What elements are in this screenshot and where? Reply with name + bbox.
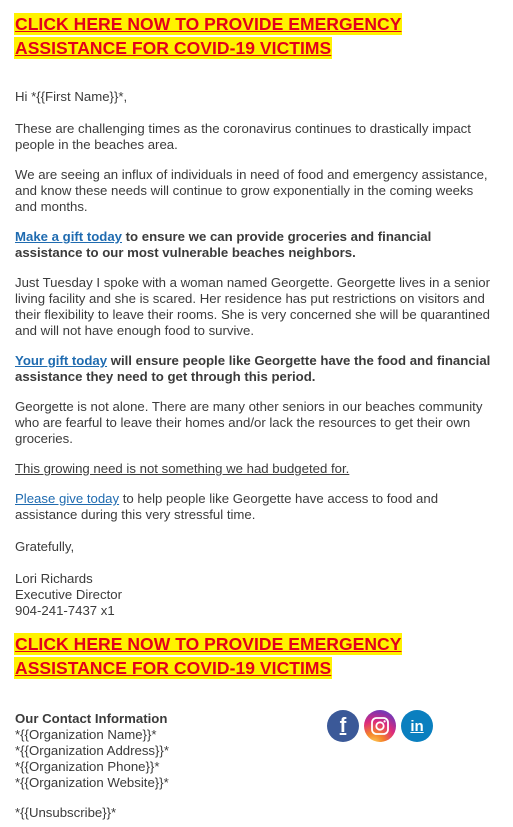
paragraph-8-text: to help people like Georgette have access to food and assistance during this very stressful time. <box>15 491 439 522</box>
org-address: *{{Organization Address}}* <box>15 743 169 758</box>
paragraph-6: Georgette is not alone. There are many other seniors in our beaches community who are fearful to leave their homes and/or lack the resources to get their own groceries. <box>15 399 483 446</box>
paragraph-5-text: will ensure people like Georgette have the food and financial assistance they need to get through this period. <box>15 353 491 384</box>
org-name: *{{Organization Name}}* <box>15 727 157 742</box>
social-icons <box>327 710 433 742</box>
org-website: *{{Organization Website}}* <box>15 775 169 790</box>
signature-name: Lori Richards <box>15 571 93 586</box>
signature-phone: 904-241-7437 x1 <box>15 603 115 618</box>
paragraph-2: We are seeing an influx of individuals in need of food and emergency assistance, and know these needs will continue to grow exponentially in the coming weeks and months. <box>15 167 488 214</box>
paragraph-7: This growing need is not something we had budgeted for. <box>15 461 350 476</box>
paragraph-5 <box>15 353 493 385</box>
linkedin-glyph: in <box>410 717 424 735</box>
paragraph-3-text: to ensure we can provide groceries and financial assistance to our most vulnerable beaches neighbors. <box>15 229 432 260</box>
paragraph-1: These are challenging times as the coronavirus continues to drastically impact people in the beaches area. <box>15 121 471 152</box>
cta-link-bottom[interactable] <box>15 632 485 680</box>
instagram-icon[interactable] <box>364 710 396 742</box>
please-give-link[interactable]: Please give today <box>15 491 120 506</box>
org-phone: *{{Organization Phone}}* <box>15 759 160 774</box>
contact-title: Our Contact Information <box>15 711 168 726</box>
paragraph-8 <box>15 491 493 523</box>
instagram-glyph <box>370 716 390 736</box>
facebook-glyph: f <box>339 714 347 737</box>
cta-top-line1: CLICK HERE NOW TO PROVIDE EMERGENCY <box>15 14 402 34</box>
facebook-icon[interactable] <box>327 710 359 742</box>
cta-bottom-line1: CLICK HERE NOW TO PROVIDE EMERGENCY <box>15 634 402 654</box>
contact-info <box>15 711 315 791</box>
paragraph-3 <box>15 229 493 261</box>
paragraph-4: Just Tuesday I spoke with a woman named Georgette. Georgette lives in a senior living facility and she is scared. Her residence has put restrictions on visitors and their flexibility to leave their rooms. She is very concerned she will be quarantined and will not have enough food to survive. <box>15 275 491 338</box>
unsubscribe-link[interactable]: *{{Unsubscribe}}* <box>15 805 117 820</box>
cta-top-line2: ASSISTANCE FOR COVID-19 VICTIMS <box>15 38 332 58</box>
closing: Gratefully, <box>15 539 75 554</box>
cta-bottom-line2: ASSISTANCE FOR COVID-19 VICTIMS <box>15 658 332 678</box>
linkedin-icon[interactable] <box>401 710 433 742</box>
greeting: Hi *{{First Name}}*, <box>15 89 128 104</box>
your-gift-link[interactable]: Your gift today <box>15 353 108 368</box>
signature-title: Executive Director <box>15 587 123 602</box>
make-gift-link[interactable]: Make a gift today <box>15 229 122 244</box>
cta-link-top[interactable] <box>15 12 485 60</box>
signature <box>15 571 493 619</box>
